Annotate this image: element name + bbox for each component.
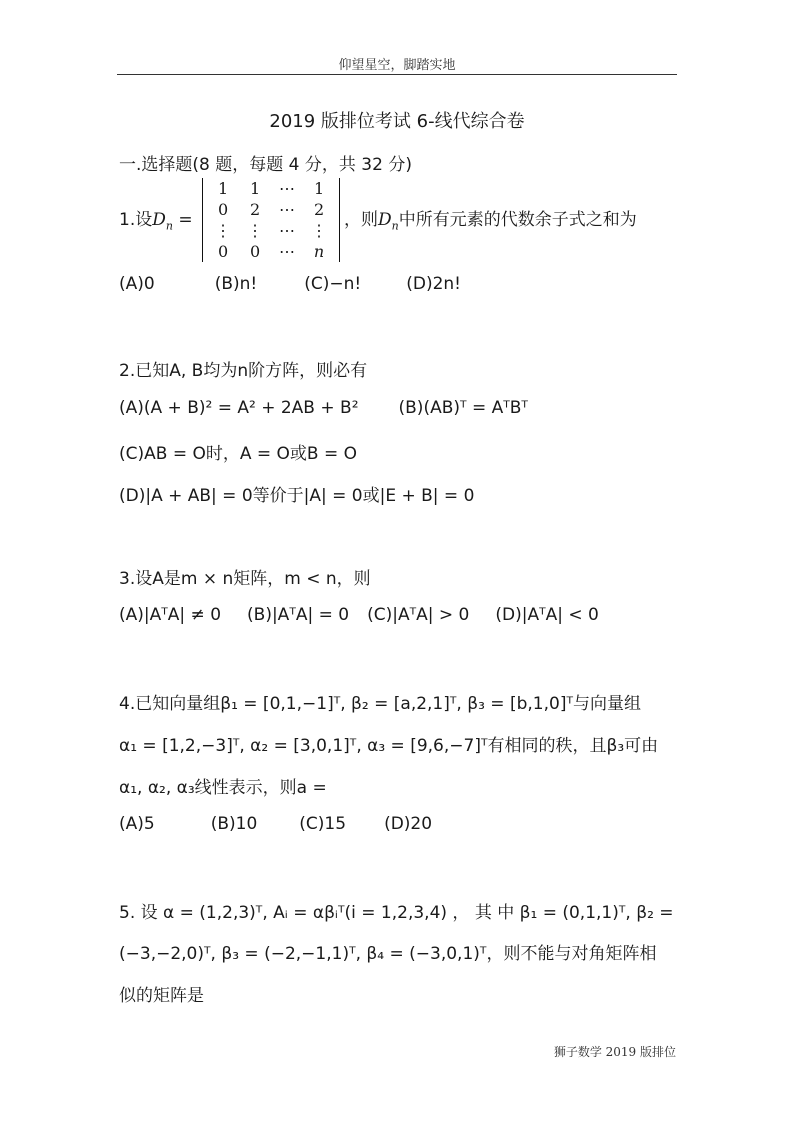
q1-option-c: (C)−n! [304, 274, 362, 294]
q3-option-c: (C)|AᵀA| > 0 [367, 605, 470, 625]
det-cell: n [313, 242, 325, 261]
question-4-line-1: 4.已知向量组β₁ = [0,1,−1]ᵀ, β₂ = [a,2,1]ᵀ, β₃ = [b,1,0]ᵀ与向量组 [119, 694, 641, 714]
det-cell: ⋯ [279, 221, 296, 240]
q1-stem: 中所有元素的代数余子式之和为 [398, 210, 637, 230]
q4-option-c: (C)15 [299, 814, 347, 834]
det-cell: 0 [217, 242, 229, 261]
q1-after: ，则 [344, 210, 379, 230]
q2-option-c: (C)AB = O时，A = O或B = O [119, 444, 358, 464]
q2-option-b: (B)(AB)ᵀ = AᵀBᵀ [398, 398, 528, 418]
question-5-line-2: (−3,−2,0)ᵀ, β₃ = (−2,−1,1)ᵀ, β₄ = (−3,0,1)ᵀ，则不能与对角矩阵相 [119, 944, 657, 964]
page-title: 2019 版排位考试 6-线代综合卷 [269, 111, 525, 132]
question-3: 3.设A是m × n矩阵，m < n，则 [119, 569, 371, 589]
q3-option-d: (D)|AᵀA| < 0 [495, 605, 599, 625]
det-cell: 0 [217, 200, 229, 219]
det-cell: 1 [217, 179, 229, 198]
det-cell: ⋮ [247, 221, 264, 240]
q4-option-a: (A)5 [119, 814, 155, 834]
q1-var-sub: n [391, 219, 399, 233]
page-footer: 狮子数学 2019 版排位 [553, 1045, 676, 1059]
det-cell: 1 [249, 179, 261, 198]
q1-options [119, 274, 461, 294]
q2-option-d: (D)|A + AB| = 0等价于|A| = 0或|E + B| = 0 [119, 486, 475, 506]
section-heading: 一.选择题(8 题，每题 4 分，共 32 分) [119, 155, 412, 175]
det-cell: 0 [249, 242, 261, 261]
det-cell: ⋮ [215, 221, 232, 240]
page-header: 仰望星空，脚踏实地 [338, 58, 456, 73]
q1-number: 1.设 [119, 210, 153, 230]
q4-option-b: (B)10 [210, 814, 258, 834]
det-cell: ⋯ [279, 242, 296, 261]
q1-lhs: D [152, 210, 166, 230]
q4-option-d: (D)20 [384, 814, 433, 834]
question-1 [119, 178, 637, 262]
question-4-line-3: α₁, α₂, α₃线性表示，则a = [119, 778, 327, 798]
det-cell: ⋯ [279, 179, 296, 198]
q3-option-b: (B)|AᵀA| = 0 [247, 605, 350, 625]
det-cell: ⋮ [311, 221, 328, 240]
q1-determinant [202, 178, 340, 262]
q2-option-a: (A)(A + B)² = A² + 2AB + B² [119, 398, 359, 418]
q4-options [119, 814, 432, 834]
det-cell: 1 [313, 179, 325, 198]
q1-lhs-sub: n [165, 219, 173, 233]
det-cell: 2 [249, 200, 261, 219]
q2-options-ab [119, 398, 528, 418]
det-cell: 2 [313, 200, 325, 219]
q1-option-a: (A)0 [119, 274, 155, 294]
question-5-line-1: 5. 设 α = (1,2,3)ᵀ, Aᵢ = αβᵢᵀ(i = 1,2,3,4) ， 其 中 β₁ = (0,1,1)ᵀ, β₂ = [119, 903, 674, 923]
q1-equals: = [172, 210, 199, 230]
question-4-line-2: α₁ = [1,2,−3]ᵀ, α₂ = [3,0,1]ᵀ, α₃ = [9,6,−7]ᵀ有相同的秩，且β₃可由 [119, 736, 659, 756]
header-rule [117, 74, 677, 75]
q1-option-b: (B)n! [214, 274, 258, 294]
question-2: 2.已知A, B均为n阶方阵，则必有 [119, 361, 368, 381]
q1-var: D [378, 210, 392, 230]
q1-option-d: (D)2n! [406, 274, 461, 294]
det-cell: ⋯ [279, 200, 296, 219]
question-5-line-3: 似的矩阵是 [119, 986, 204, 1006]
q3-options [119, 605, 599, 625]
q3-option-a: (A)|AᵀA| ≠ 0 [119, 605, 222, 625]
